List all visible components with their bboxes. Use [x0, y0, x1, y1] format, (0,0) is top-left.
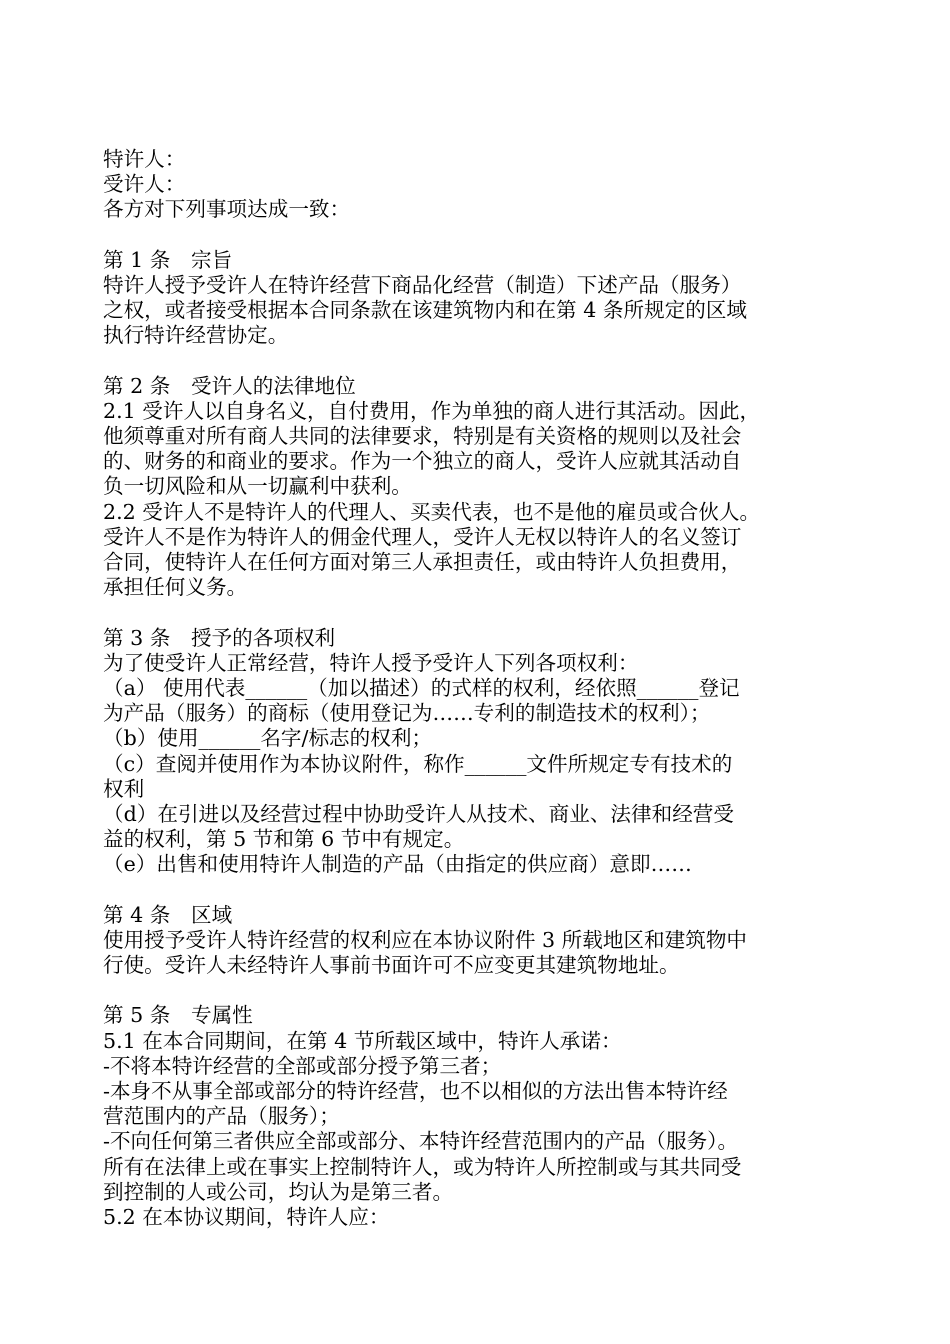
article-2-text: 的、财务的和商业的要求。作为一个独立的商人，受许人应就其活动自 [103, 449, 742, 474]
article-3-text: （c）查阅并使用作为本协议附件，称作______文件所规定专有技术的 [103, 751, 733, 776]
article-3-text: （d）在引进以及经营过程中协助受许人从技术、商业、法律和经营受 [103, 801, 734, 826]
article-3-heading: 第 3 条 授予的各项权利 [103, 625, 336, 650]
article-1-text: 之权，或者接受根据本合同条款在该建筑物内和在第 4 条所规定的区域 [103, 298, 748, 323]
article-4-heading: 第 4 条 区域 [103, 902, 233, 927]
blank-line [103, 978, 863, 1003]
article-1-heading: 第 1 条 宗旨 [103, 247, 233, 272]
article-5-text: -本身不从事全部或部分的特许经营，也不以相似的方法出售本特许经 [103, 1078, 728, 1103]
article-2-text: 承担任何义务。 [103, 575, 248, 600]
article-5-text: 营范围内的产品（服务）； [103, 1104, 340, 1129]
blank-line [103, 349, 863, 374]
article-5-heading: 第 5 条 专属性 [103, 1003, 253, 1028]
article-3-text: 权利 [103, 776, 145, 801]
article-5-text: -不将本特许经营的全部或部分授予第三者； [103, 1053, 502, 1078]
blank-line [103, 877, 863, 902]
article-5-text: 到控制的人或公司，均认为是第三者。 [103, 1179, 454, 1204]
article-4-text: 使用授予受许人特许经营的权利应在本协议附件 3 所载地区和建筑物中 [103, 927, 748, 952]
article-5-text: -不向任何第三者供应全部或部分、本特许经营范围内的产品（服务）。 [103, 1129, 739, 1154]
article-2-text: 负一切风险和从一切赢利中获利。 [103, 474, 412, 499]
document-body [103, 147, 863, 1230]
article-2-text: 他须尊重对所有商人共同的法律要求，特别是有关资格的规则以及社会 [103, 424, 742, 449]
article-3-text: 益的权利，第 5 节和第 6 节中有规定。 [103, 827, 465, 852]
article-3-text: （e）出售和使用特许人制造的产品（由指定的供应商）意即…… [103, 852, 692, 877]
article-3-text: 为了使受许人正常经营，特许人授予受许人下列各项权利： [103, 650, 639, 675]
franchisee-line: 受许人： [103, 172, 186, 197]
article-2-text: 2.1 受许人以自身名义，自付费用，作为单独的商人进行其活动。因此， [103, 398, 761, 423]
article-3-text: 为产品（服务）的商标（使用登记为……专利的制造技术的权利）； [103, 701, 711, 726]
article-2-text: 合同，使特许人在任何方面对第三人承担责任，或由特许人负担费用， [103, 550, 742, 574]
article-1-text: 执行特许经营协定。 [103, 323, 289, 348]
article-2-text: 2.2 受许人不是特许人的代理人、买卖代表，也不是他的雇员或合伙人。 [103, 499, 761, 524]
article-4-text: 行使。受许人未经特许人事前书面许可不应变更其建筑物地址。 [103, 953, 680, 977]
article-5-text: 5.2 在本协议期间，特许人应： [103, 1204, 390, 1229]
article-2-text: 受许人不是作为特许人的佣金代理人，受许人无权以特许人的名义签订 [103, 524, 742, 549]
franchisor-line: 特许人： [103, 147, 186, 171]
blank-line [103, 223, 863, 248]
article-3-text: （b）使用______名字/标志的权利； [103, 726, 433, 751]
article-1-text: 特许人授予受许人在特许经营下商品化经营（制造）下述产品（服务） [103, 272, 742, 297]
agreement-intro: 各方对下列事项达成一致： [103, 197, 351, 222]
article-5-text: 所有在法律上或在事实上控制特许人，或为特许人所控制或与其共同受 [103, 1154, 742, 1179]
article-2-heading: 第 2 条 受许人的法律地位 [103, 373, 356, 398]
blank-line [103, 600, 863, 625]
article-3-text: （a） 使用代表______（加以描述）的式样的权利，经依照______登记 [103, 675, 740, 700]
article-5-text: 5.1 在本合同期间，在第 4 节所载区域中，特许人承诺： [103, 1028, 622, 1053]
